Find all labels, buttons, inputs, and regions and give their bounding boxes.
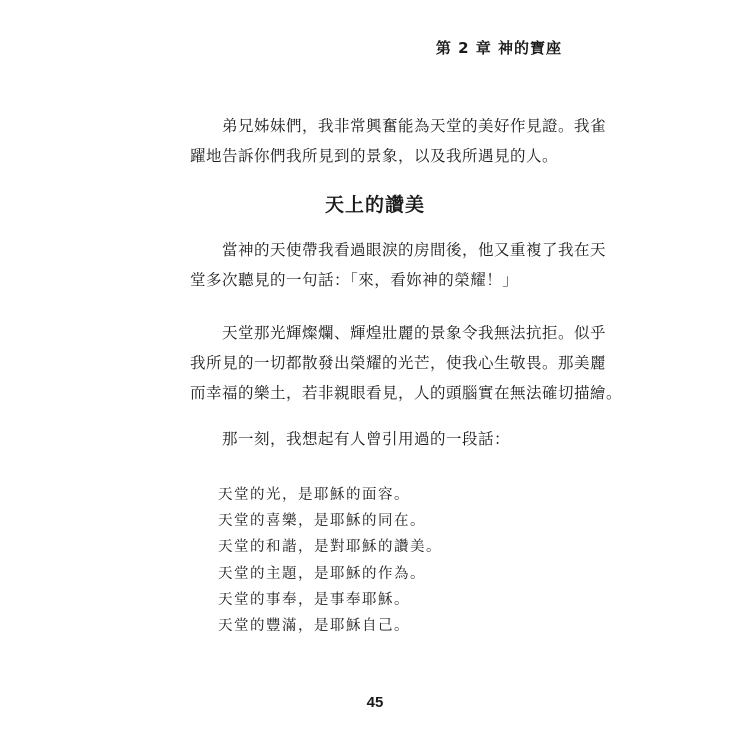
poem-line: 天堂的喜樂，是耶穌的同在。 — [218, 513, 426, 530]
chapter-header: 第 2 章 神的寶座 — [435, 39, 562, 57]
text-line: 我所見的一切都散發出榮耀的光芒，使我心生敬畏。那美麗 — [190, 354, 607, 372]
text-line: 天堂那光輝燦爛、輝煌壯麗的景象令我無法抗拒。似乎 — [190, 324, 607, 342]
poem-line: 天堂的光，是耶穌的面容。 — [218, 487, 410, 503]
paragraph-testimony — [190, 111, 607, 171]
poem-line: 天堂的和諧，是對耶穌的讚美。 — [218, 539, 442, 556]
poem-line: 天堂的豐滿，是耶穌自己。 — [218, 618, 410, 635]
text-line: 堂多次聽見的一句話：「來，看妳神的榮耀！」 — [190, 271, 519, 289]
poem-line: 天堂的事奉，是事奉耶穌。 — [218, 591, 410, 608]
text-line: 弟兄姊妹們，我非常興奮能為天堂的美好作見證。我雀 — [190, 117, 607, 135]
paragraph-angel — [190, 235, 607, 295]
text-line: 而幸福的樂土，若非親眼看見，人的頭腦實在無法確切描繪。 — [190, 384, 623, 402]
paragraph-quote-intro — [190, 424, 570, 454]
poem-line: 天堂的主題，是耶穌的作為。 — [218, 565, 426, 582]
paragraph-glory — [190, 318, 623, 408]
quoted-poem — [218, 482, 442, 639]
text-line: 那一刻，我想起有人曾引用過的一段話： — [190, 430, 511, 448]
page-number: 45 — [366, 694, 384, 711]
section-title: 天上的讚美 — [324, 194, 425, 216]
text-line: 躍地告訴你們我所見到的景象，以及我所遇見的人。 — [190, 147, 559, 165]
text-line: 當神的天使帶我看過眼淚的房間後，他又重複了我在天 — [190, 241, 607, 259]
